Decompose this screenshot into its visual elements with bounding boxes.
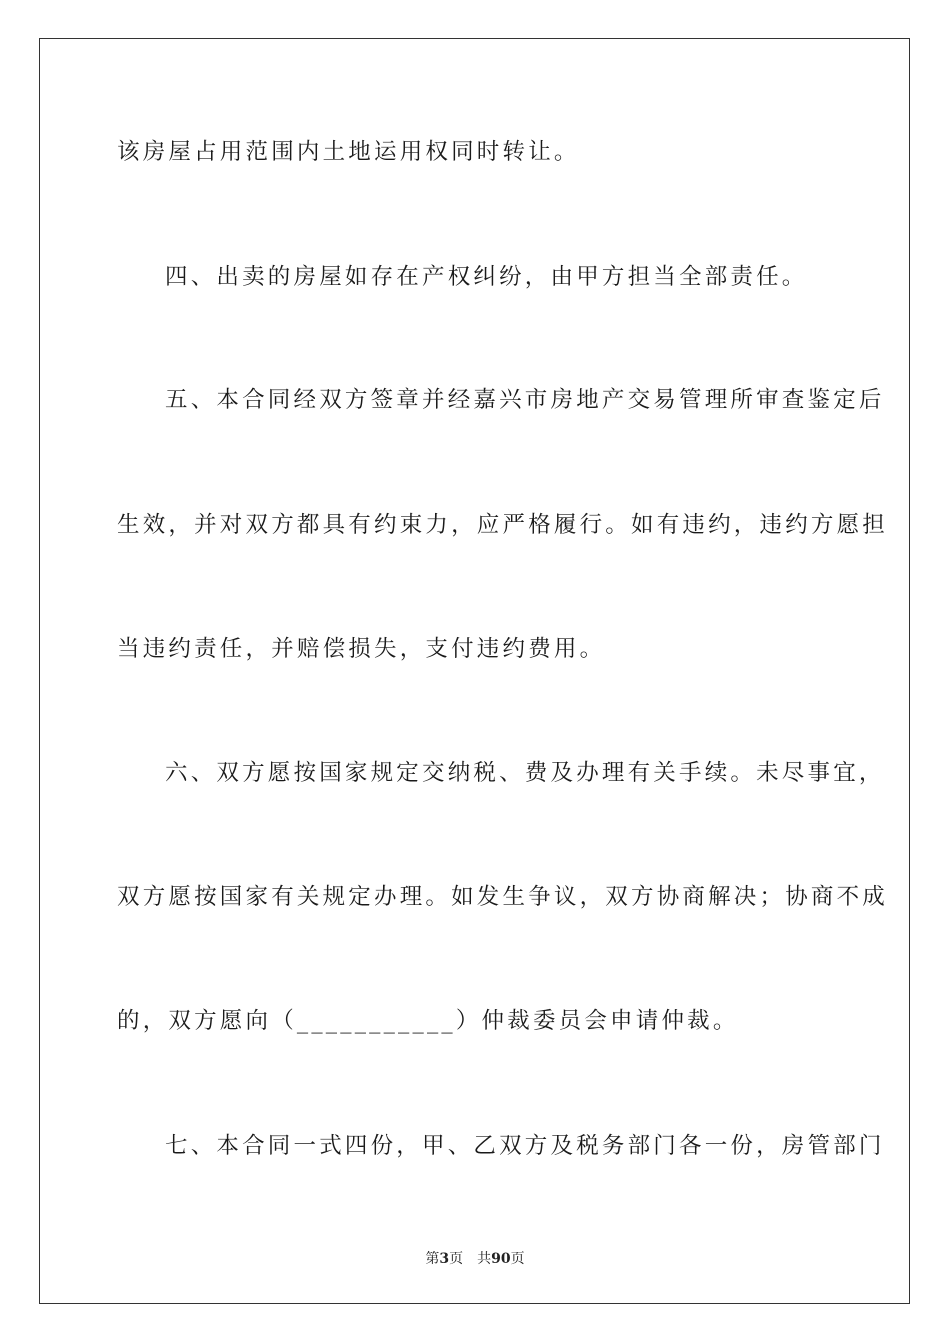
paragraph-line: 双方愿按国家有关规定办理。如发生争议，双方协商解决；协商不成	[117, 884, 889, 910]
paragraph-line: 当违约责任，并赔偿损失，支付违约费用。	[117, 636, 606, 662]
paragraph-line: 四、出卖的房屋如存在产权纠纷，由甲方担当全部责任。	[165, 264, 808, 290]
paragraph-line: 七、本合同一式四份，甲、乙双方及税务部门各一份，房管部门	[165, 1133, 885, 1159]
page-footer	[0, 1248, 950, 1268]
total-page-count: 90	[491, 1251, 511, 1267]
paragraph-line: 该房屋占用范围内土地运用权同时转让。	[117, 139, 580, 165]
page-suffix: 页	[449, 1251, 464, 1267]
paragraph-line: 生效，并对双方都具有约束力，应严格履行。如有违约，违约方愿担	[117, 512, 889, 538]
total-prefix: 共	[477, 1251, 492, 1267]
paragraph-line: 五、本合同经双方签章并经嘉兴市房地产交易管理所审查鉴定后	[165, 387, 885, 413]
current-page-number: 3	[439, 1251, 450, 1267]
page-border	[39, 38, 910, 1304]
page-prefix: 第	[425, 1251, 440, 1267]
paragraph-line: 的，双方愿向（___________）仲裁委员会申请仲裁。	[117, 1008, 739, 1034]
paragraph-line: 六、双方愿按国家规定交纳税、费及办理有关手续。未尽事宜，	[165, 760, 885, 786]
total-suffix: 页	[510, 1251, 525, 1267]
